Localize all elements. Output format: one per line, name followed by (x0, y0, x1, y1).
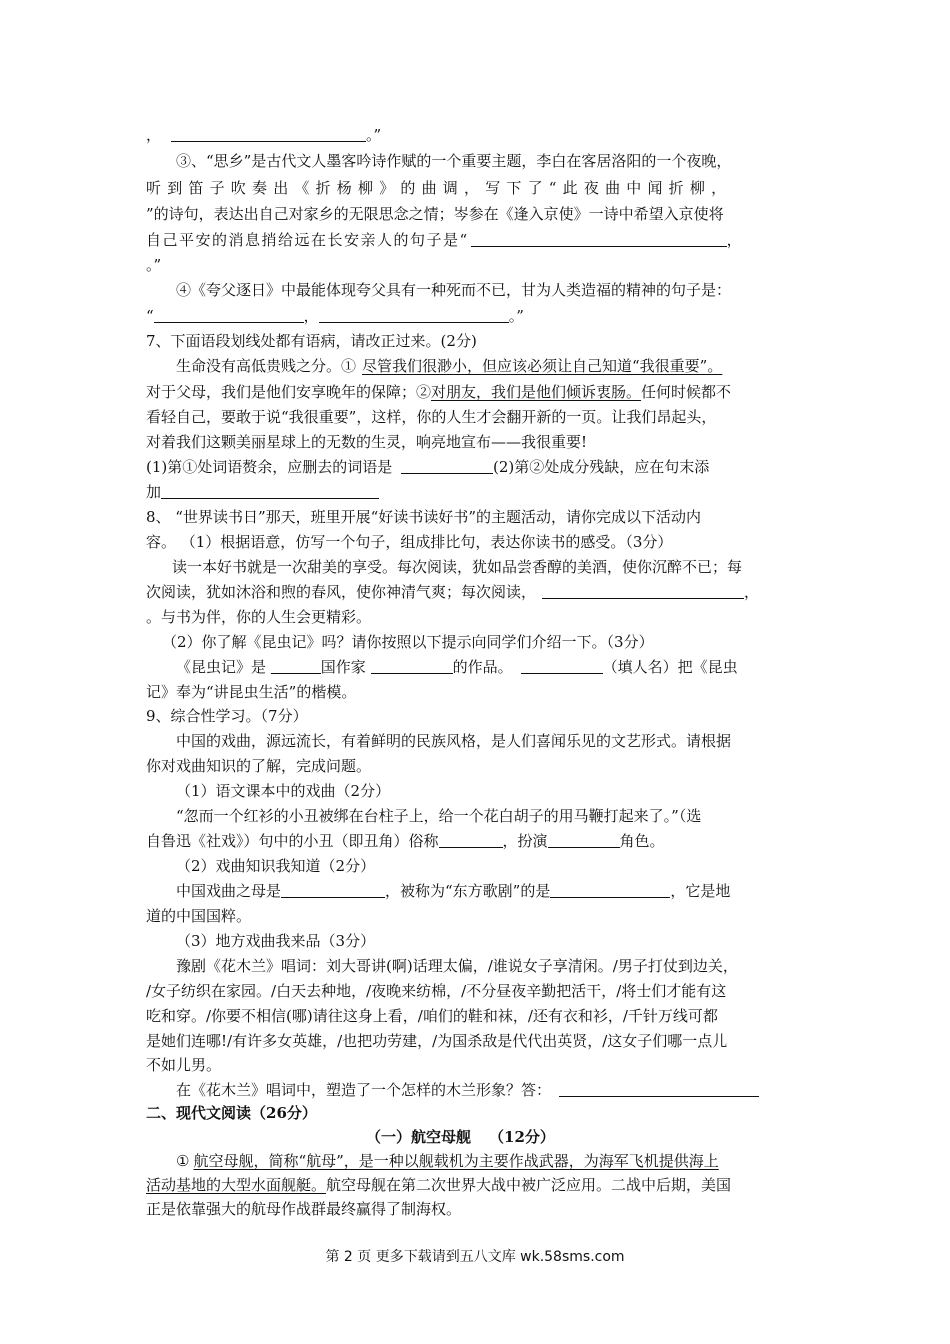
answer-blank[interactable] (171, 126, 366, 142)
question-8-2: （2）你了解《昆虫记》吗？请你按照以下提示向同学们介绍一下。（3分） (162, 633, 654, 651)
text: (1)第①处词语赘余，应删去的词语是 (146, 458, 398, 476)
question-9-line: 中国的戏曲，源远流长，有着鲜明的民族风格，是人们喜闻乐见的文艺形式。请根据 (176, 732, 732, 750)
question-9-1: （1）语文课本中的戏曲（2分） (176, 782, 391, 800)
question-7-line: 看轻自己，要敢于说“我很重要”，这样，你的人生才会翻开新的一页。让我们昂起头， (146, 408, 717, 426)
answer-blank[interactable] (550, 882, 670, 898)
question-6-3-line: 听到笛子吹奏出《折杨柳》的曲调，写下了“此夜曲中闻折柳， (146, 179, 733, 197)
text: ，被称为“东方歌剧”的是 (385, 882, 551, 900)
question-8-line (146, 581, 810, 603)
lyrics-line: 吃和穿。/你要不相信(哪)请往这身上看，/咱们的鞋和袜，/还有衣和衫，/千针万线可都 (146, 1007, 718, 1025)
text: ， (744, 583, 760, 601)
question-9-2-line: 道的中国国粹。 (146, 907, 252, 925)
text: （填人名）把《昆虫 (602, 658, 738, 676)
lyrics-line: 豫剧《花木兰》唱词：刘大哥讲(啊)话理太偏，/谁说女子享清闲。/男子打仗到边关， (176, 957, 738, 975)
question-9-2: （2）戏曲知识我知道（2分） (176, 857, 376, 875)
text: 任何时候都不 (641, 383, 732, 401)
text: 生命没有高低贵贱之分。① (176, 357, 357, 375)
text: 在《花木兰》唱词中，塑造了一个怎样的木兰形象？答： (176, 1081, 552, 1099)
underlined-sentence: 尽管我们很渺小，但应该必须让自己知道“我很重要”。 (362, 357, 723, 375)
question-7-line (176, 355, 810, 377)
question-9-title: 9、综合性学习。（7分） (146, 707, 308, 725)
answer-blank[interactable] (371, 658, 453, 674)
text: 自己平安的消息捎给远在长安亲人的句子是“ (146, 231, 469, 249)
question-6-3-line: 。” (146, 256, 162, 274)
question-9-line: 你对戏曲知识的了解，完成问题。 (146, 757, 372, 775)
text: (2)第②处成分残缺，应在句末添 (493, 458, 710, 476)
question-9-3: （3）地方戏曲我来品（3分） (176, 932, 376, 950)
text: 国作家 (320, 658, 371, 676)
question-7-answer (146, 456, 810, 478)
question-8-title: 8、 “世界读书日”那天，班里开展“好读书读好书”的主题活动，请你完成以下活动内 (146, 508, 701, 526)
text: ① (176, 1152, 190, 1170)
text: ，它是地 (670, 882, 731, 900)
question-6-4: ④《夸父逐日》中最能体现夸父具有一种死而不已，甘为人类造福的精神的句子是： (176, 281, 732, 299)
question-9-1-line: “忽而一个红衫的小丑被绑在台柱子上，给一个花白胡子的用马鞭打起来了。”（选 (176, 807, 702, 825)
answer-line (146, 124, 810, 146)
answer-blank[interactable] (154, 307, 304, 323)
text: 。” (366, 126, 382, 144)
question-8-line: 容。 （1）根据语意，仿写一个句子，组成排比句，表达你读书的感受。（3分） (146, 533, 673, 551)
text: 自鲁迅《社戏》）句中的小丑（即丑角）俗称 (146, 832, 439, 850)
question-9-1-line (146, 830, 810, 852)
answer-blank[interactable] (521, 658, 603, 674)
answer-blank[interactable] (161, 483, 379, 499)
question-6-3-line: ”的诗句，表达出自己对家乡的无限思念之情；岑参在《逢入京使》一诗中希望入京使将 (146, 205, 724, 223)
text: 加 (146, 483, 162, 501)
question-8-line: 。与书为伴，你的人生会更精彩。 (146, 608, 372, 626)
text: ， (303, 307, 319, 325)
text: 航空母舰在第二次世界大战中被广泛应用。二战中后期，美国 (326, 1176, 732, 1194)
question-7-title: 7、下面语段划线处都有语病，请改正过来。(2分) (146, 332, 477, 350)
text: ， (726, 231, 744, 249)
text: 。” (508, 307, 524, 325)
question-7-answer (146, 481, 810, 503)
text: 次阅读，犹如沐浴和煦的春风，使你神清气爽；每次阅读， (146, 583, 537, 601)
answer-blank[interactable] (401, 458, 493, 474)
section-2-heading: 二、现代文阅读（26分） (146, 1104, 317, 1122)
reading-1-title (366, 1126, 626, 1148)
answer-blank[interactable] (548, 832, 620, 848)
question-8-2-line (176, 656, 810, 678)
underlined-sentence: 对朋友，我们是他们倾诉衷肠。 (431, 383, 642, 401)
underlined-sentence: 航空母舰，简称“航母”，是一种以舰载机为主要作战武器，为海军飞机提供海上 (193, 1152, 719, 1170)
question-6-3-line (146, 229, 810, 251)
text: 的作品。 (452, 658, 513, 676)
question-9-3-ask (176, 1079, 810, 1101)
underlined-sentence: 活动基地的大型水面舰艇。 (146, 1176, 327, 1194)
text: （一）航空母舰 (366, 1128, 472, 1146)
lyrics-line: 不如儿男。 (146, 1056, 222, 1074)
text: 《昆虫记》是 (176, 658, 271, 676)
reading-paragraph (146, 1174, 810, 1196)
question-7-line: 对着我们这颗美丽星球上的无数的生灵，响亮地宣布——我很重要! (146, 433, 588, 451)
lyrics-line: /女子纺织在家园。/白天去种地，/夜晚来纺棉，/不分昼夜辛勤把活干，/将士们才能有这 (146, 982, 727, 1000)
answer-blank[interactable] (271, 658, 321, 674)
question-7-line (146, 381, 810, 403)
text: “ (146, 307, 154, 325)
text: ，扮演 (502, 832, 548, 850)
question-8-2-line: 记》奉为“讲昆虫生活”的楷模。 (146, 683, 357, 701)
question-6-3: ③、“思乡”是古代文人墨客吟诗作赋的一个重要主题，李白在客居洛阳的一个夜晚， (176, 152, 732, 170)
text: ， (146, 126, 162, 144)
answer-blank[interactable] (559, 1081, 759, 1097)
question-9-2-line (176, 880, 810, 902)
text: 对于父母，我们是他们安享晚年的保障；② (146, 383, 432, 401)
lyrics-line: 是她们连哪!/有许多女英雄，/也把功劳建，/为国杀敌是代代出英贤，/这女子们哪一点儿 (146, 1032, 728, 1050)
question-8-line: 读一本好书就是一次甜美的享受。每次阅读，犹如品尝香醇的美酒，使你沉醉不已；每 (172, 558, 743, 576)
text: 角色。 (619, 832, 665, 850)
answer-blank[interactable] (319, 307, 509, 323)
answer-blank[interactable] (471, 231, 727, 247)
answer-blank[interactable] (439, 832, 503, 848)
answer-blank[interactable] (542, 583, 744, 599)
text: 中国戏曲之母是 (176, 882, 282, 900)
reading-paragraph: 正是依靠强大的航母作战群最终赢得了制海权。 (146, 1200, 462, 1218)
answer-blank[interactable] (281, 882, 385, 898)
text: （12分） (489, 1128, 555, 1146)
reading-paragraph (176, 1150, 810, 1172)
question-6-4-line (146, 305, 810, 327)
page-footer: 第 2 页 更多下载请到五八文库 wk.58sms.com (325, 1249, 625, 1265)
